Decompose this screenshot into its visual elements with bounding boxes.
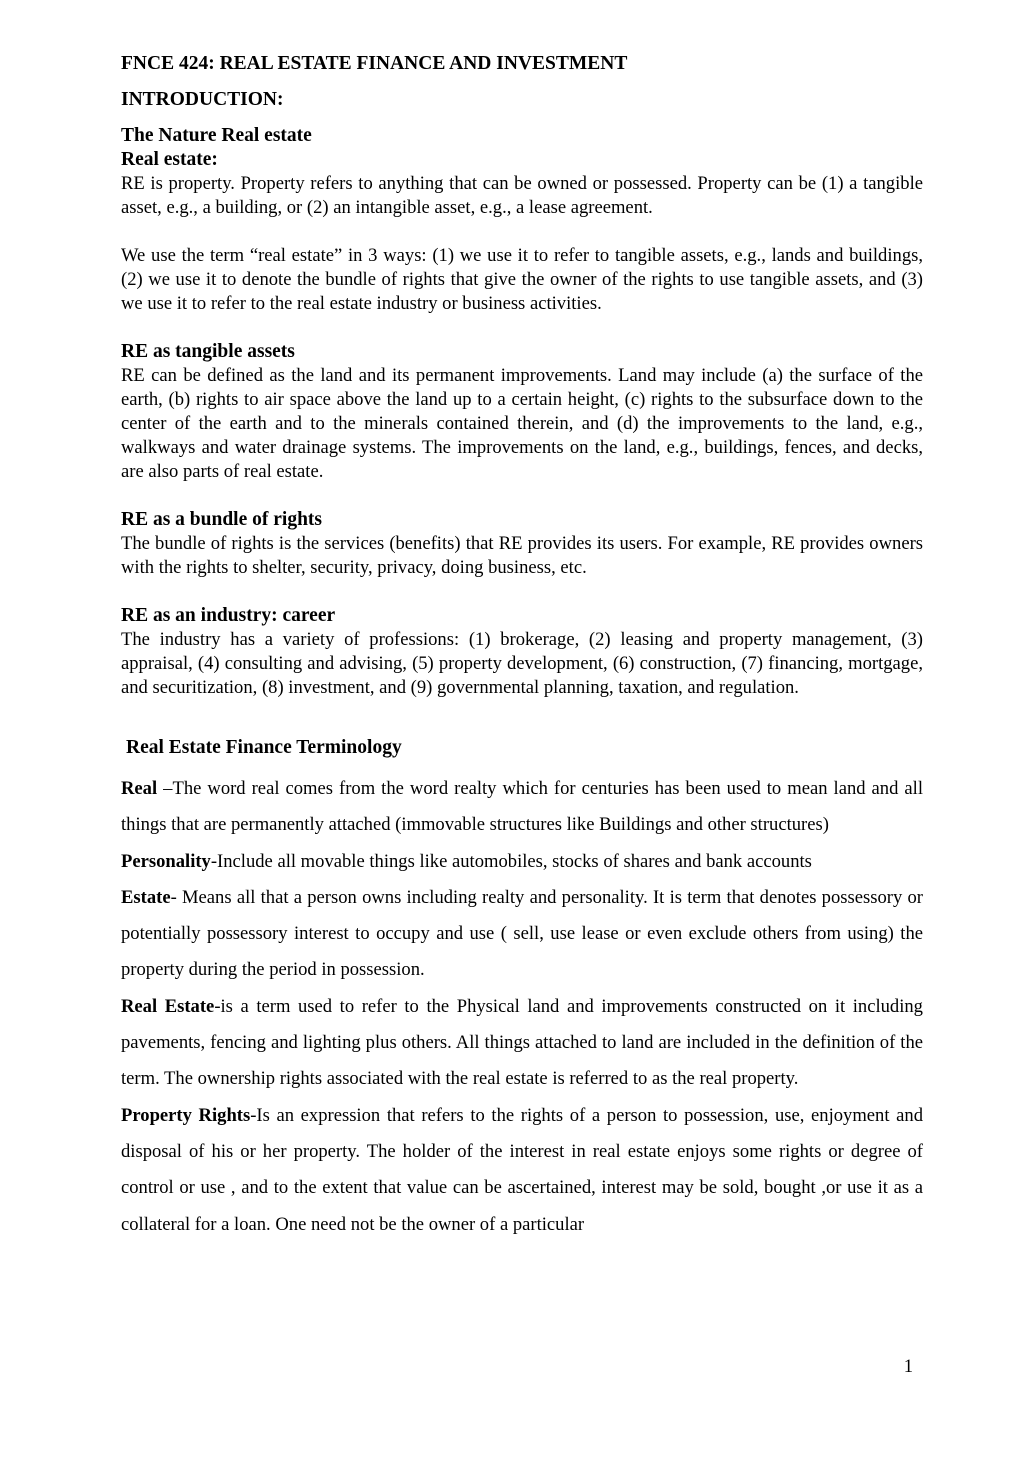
nature-heading: The Nature Real estate [121,125,312,146]
course-title: FNCE 424: REAL ESTATE FINANCE AND INVESTMENT [121,53,628,74]
document-page [121,52,923,1243]
term-definition: -Include all movable things like automobiles, stocks of shares and bank accounts [210,850,812,872]
term-estate [121,880,923,989]
page-number: 1 [903,1356,913,1377]
paragraph-property-definition: RE is property. Property refers to anything that can be owned or possessed. Property can be (1) a tangible asset, e.g., a building, or (2) an intangible asset, e.g., a lease agreement. [121,173,923,218]
tangible-assets-text: RE can be defined as the land and its permanent improvements. Land may include (a) the surface of the earth, (b) rights to air space above the land up to a certain height, (c) rights to the subsurface down to the center of the earth and to the minerals contained therein, and (d) the improvements to the land, e.g., walkways and water drainage systems. The improvements on the land, e.g., buildings, fences, and decks, are also parts of real estate. [121,365,923,482]
terminology-heading: Real Estate Finance Terminology [126,737,402,758]
term-label: Real [121,778,158,799]
term-definition: –The word real comes from the word realty which for centuries has been used to mean land and all things that are permanently attached (immovable structures like Buildings and other structures) [121,778,923,836]
term-label: Personality [121,850,211,872]
term-definition: -is a term used to refer to the Physical land and improvements constructed on it including pavements, fencing and lighting plus others. All things attached to land are included in the definition of the term. The ownership rights associated with the real estate is referred to as the real property. [121,995,923,1090]
term-real [121,771,923,844]
term-label: Estate [121,886,171,908]
term-personality [121,844,923,880]
bundle-of-rights-text: The bundle of rights is the services (benefits) that RE provides its users. For example, RE provides owners with the rights to shelter, security, privacy, doing business, etc. [121,533,923,578]
real-estate-heading: Real estate: [121,149,218,170]
term-definition: -Is an expression that refers to the rights of a person to possession, use, enjoyment and disposal of his or her property. The holder of the interest in real estate enjoys some rights or degree of control or use , and to the extent that value can be ascertained, interest may be sold, bought ,or use it as a collateral for a loan. One need not be the owner of a particular [121,1104,923,1235]
term-label: Property Rights [121,1104,251,1126]
bundle-of-rights-heading: RE as a bundle of rights [121,509,322,530]
tangible-assets-heading: RE as tangible assets [121,341,295,362]
term-real-estate [121,989,923,1098]
paragraph-three-ways: We use the term “real estate” in 3 ways: (1) we use it to refer to tangible assets, e.g., lands and buildings, (2) we use it to denote the bundle of rights that give the owner of the rights to use tangible assets, and (3) we use it to refer to the real estate industry or business activities. [121,245,923,314]
term-label: Real Estate [121,995,215,1017]
term-property-rights [121,1098,923,1243]
term-definition: - Means all that a person owns including realty and personality. It is term that denotes possessory or potentially possessory interest to occupy and use ( sell, use lease or even exclude others from using) the property during the period in possession. [121,886,923,981]
introduction-heading: INTRODUCTION: [121,89,284,110]
industry-text: The industry has a variety of professions: (1) brokerage, (2) leasing and property management, (3) appraisal, (4) consulting and advising, (5) property development, (6) construction, (7) financing, mortgage, and securitization, (8) investment, and (9) governmental planning, taxation, and regulation. [121,629,923,698]
industry-heading: RE as an industry: career [121,605,336,626]
